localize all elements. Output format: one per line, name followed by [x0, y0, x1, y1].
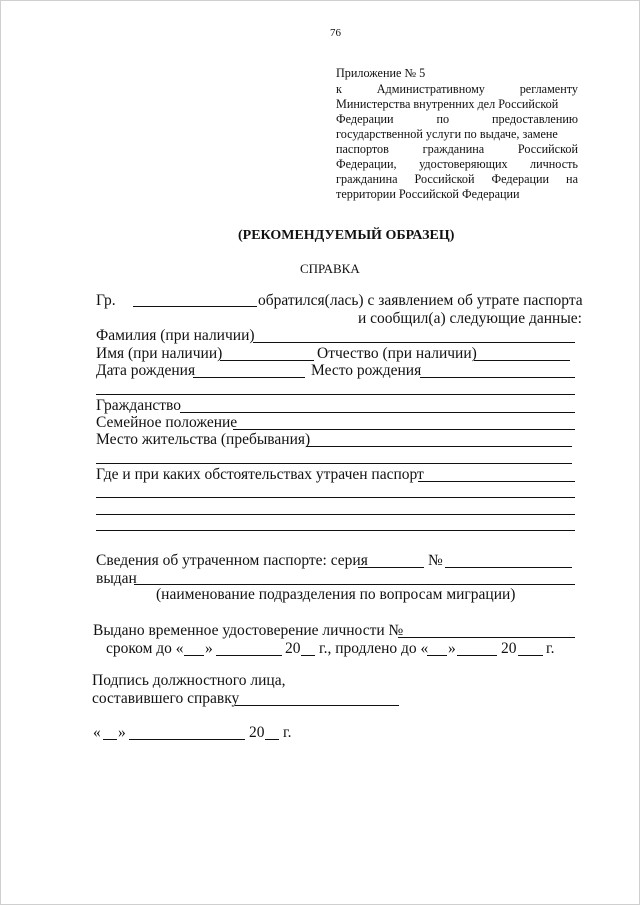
- appendix-word: Федерации: [336, 112, 394, 126]
- signature-label-2: составившего справку: [92, 690, 240, 707]
- appendix-word: предоставлению: [492, 112, 578, 126]
- field-term-year[interactable]: [301, 655, 315, 656]
- field-temp-id[interactable]: [398, 637, 575, 638]
- appendix-word: паспортов: [336, 142, 389, 156]
- appendix-word: на: [566, 172, 578, 186]
- appendix-word: Российской: [414, 172, 475, 186]
- field-term-month[interactable]: [216, 655, 282, 656]
- field-signature[interactable]: [235, 705, 399, 706]
- label-lost-where: Где и при каких обстоятельствах утрачен паспорт: [96, 466, 424, 483]
- appendix-word: удостоверяющих: [419, 157, 508, 171]
- field-surname[interactable]: [253, 342, 575, 343]
- appendix-word: гражданина: [422, 142, 485, 156]
- field-passport-series[interactable]: [358, 567, 424, 568]
- field-date-day[interactable]: [103, 739, 117, 740]
- date-quote-close: »: [118, 724, 126, 741]
- document-title: СПРАВКА: [300, 261, 360, 276]
- field-lost-where-4[interactable]: [96, 530, 575, 531]
- field-date-year[interactable]: [265, 739, 279, 740]
- field-passport-number[interactable]: [445, 567, 572, 568]
- appendix-line: [336, 98, 578, 110]
- field-birth-place-cont[interactable]: [96, 394, 575, 395]
- ext-quote-close: »: [448, 640, 456, 657]
- field-name[interactable]: [220, 360, 314, 361]
- field-birth-place[interactable]: [420, 377, 575, 378]
- term-year-prefix: 20: [285, 640, 301, 657]
- appendix-line: [336, 128, 578, 140]
- appendix-word: личность: [530, 157, 578, 171]
- page-number: 76: [330, 27, 341, 39]
- appendix-word: Министерства внутренних дел Российской: [336, 97, 559, 111]
- label-extended: г., продлено до «: [319, 640, 429, 657]
- appendix-line: [336, 158, 578, 170]
- issuer-caption: (наименование подразделения по вопросам миграции): [156, 586, 516, 603]
- appendix-word: Российской: [517, 142, 578, 156]
- ext-year-prefix: 20: [501, 640, 517, 657]
- field-lost-where-2[interactable]: [96, 497, 575, 498]
- field-birth-date[interactable]: [193, 377, 305, 378]
- appendix-word: государственной услуги по выдаче, замене: [336, 127, 558, 141]
- label-temp-id: Выдано временное удостоверение личности №: [93, 622, 404, 639]
- label-marital: Семейное положение: [96, 414, 238, 431]
- date-quote-open: «: [93, 724, 101, 741]
- label-surname: Фамилия (при наличии): [96, 327, 255, 344]
- field-gr[interactable]: [133, 306, 257, 307]
- appendix-line: [336, 83, 578, 95]
- label-birth-place: Место рождения: [311, 362, 422, 379]
- label-citizenship: Гражданство: [96, 397, 182, 414]
- appendix-word: гражданина: [336, 172, 398, 186]
- sample-heading: (РЕКОМЕНДУЕМЫЙ ОБРАЗЕЦ): [238, 228, 455, 243]
- field-residence-cont[interactable]: [96, 463, 572, 464]
- appendix-word: по: [436, 112, 450, 126]
- label-birth-date: Дата рождения: [96, 362, 196, 379]
- field-term-day[interactable]: [184, 655, 204, 656]
- date-g: г.: [283, 724, 292, 741]
- field-ext-month[interactable]: [457, 655, 497, 656]
- field-citizenship[interactable]: [180, 412, 575, 413]
- field-issued[interactable]: [134, 584, 575, 585]
- appendix-word: Административному: [376, 82, 485, 96]
- field-ext-day[interactable]: [427, 655, 447, 656]
- appendix-line: [336, 188, 578, 200]
- label-residence: Место жительства (пребывания): [96, 431, 311, 448]
- field-lost-where-3[interactable]: [96, 514, 575, 515]
- appendix-line: [336, 113, 578, 125]
- ext-g: г.: [546, 640, 555, 657]
- field-patronymic[interactable]: [474, 360, 570, 361]
- appendix-word: территории Российской Федерации: [336, 187, 520, 201]
- appendix-word: Федерации,: [336, 157, 397, 171]
- field-ext-year[interactable]: [518, 655, 543, 656]
- appendix-word: к: [336, 82, 342, 96]
- date-year-prefix: 20: [249, 724, 265, 741]
- label-term-until: сроком до «: [106, 640, 184, 657]
- field-date-month[interactable]: [129, 739, 245, 740]
- label-patronymic: Отчество (при наличии): [317, 345, 477, 362]
- label-reported: и сообщил(а) следующие данные:: [358, 310, 582, 327]
- appendix-word: регламенту: [519, 82, 578, 96]
- label-number-sign: №: [428, 552, 443, 569]
- field-residence[interactable]: [306, 446, 572, 447]
- appendix-word: Федерации: [491, 172, 550, 186]
- appendix-title: Приложение № 5: [336, 66, 426, 80]
- label-name: Имя (при наличии): [96, 345, 223, 362]
- appendix-line: [336, 173, 578, 185]
- field-marital[interactable]: [233, 429, 575, 430]
- label-applied: обратился(лась) с заявлением об утрате паспорта: [258, 292, 583, 309]
- appendix-line: [336, 143, 578, 155]
- label-gr: Гр.: [96, 292, 116, 309]
- signature-label-1: Подпись должностного лица,: [92, 672, 286, 689]
- label-issued: выдан: [96, 570, 137, 587]
- label-passport-series: Сведения об утраченном паспорте: серия: [96, 552, 368, 569]
- field-lost-where[interactable]: [418, 481, 575, 482]
- term-quote-close: »: [205, 640, 213, 657]
